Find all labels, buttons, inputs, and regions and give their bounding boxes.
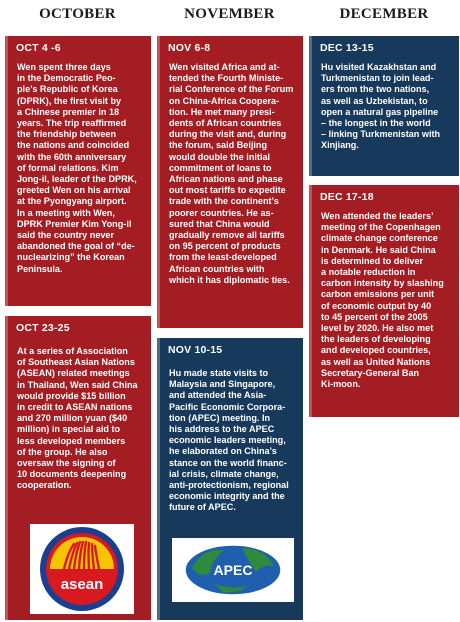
event-text: Hu visited Kazakhstan and Turkmenistan to join lead- ers from the two nations, as well as Uzbekistan, to open a natural gas pipeline – the longest in the world – linking Turkmenistan with Xinjiang. [321, 62, 441, 151]
event-text: Wen visited Africa and at- tended the Fourth Ministe- rial Conference of the Forum on China-Africa Coopera- tion. He met many presi- dents of African countries during the visit and, during the forum, said Beijing would double the initial commitment of loans to African nations and phase out most tariffs to expedite trade with the continent’s poorer countries. He as- sured that China would gradually remove all tariffs on 95 percent of products from the least-developed African countries with which it has diplomatic ties. [169, 62, 294, 285]
event-date: OCT 23-25 [16, 322, 70, 334]
apec-logo [172, 538, 294, 602]
month-header-october: OCTOBER [39, 6, 116, 22]
asean-logo-text: asean [60, 576, 104, 593]
event-text: Hu made state visits to Malaysia and Singapore, and attended the Asia- Pacific Economic Corpora- tion (APEC) meeting. In his address to the APEC economic leaders meeting, he elaborated on China’s stance on the world financ- ial crisis, climate change, anti-protectionism, regional economic integrity and the future of APEC. [169, 368, 289, 513]
event-text: Wen spent three days in the Democratic Peo- ple’s Republic of Korea (DPRK), the first visit by a Chinese premier in 18 years. The trip reaffirmed the friendship between the nations and coincided with the 60th anniversary of formal relations. Kim Jong-il, leader of the DPRK, greeted Wen on his arrival at the Pyongyang airport. In a meeting with Wen, DPRK Premier Kim Yong-il said the country never abandoned the goal of “de- nuclearizing” the Korean Peninsula. [17, 62, 137, 274]
event-card-nov-6-8 [157, 36, 303, 328]
event-date: NOV 10-15 [168, 344, 223, 356]
event-card-oct-23-25 [5, 316, 151, 620]
apec-logo-text: APEC [213, 562, 253, 578]
apec-emblem-icon [172, 538, 294, 602]
asean-logo [30, 524, 134, 614]
asean-emblem-icon [30, 524, 134, 614]
event-date: NOV 6-8 [168, 42, 211, 54]
event-date: OCT 4 -6 [16, 42, 61, 54]
month-header-december: DECEMBER [339, 6, 429, 22]
event-date: DEC 17-18 [320, 191, 374, 203]
month-header-november: NOVEMBER [184, 6, 275, 22]
event-text: Wen attended the leaders’ meeting of the Copenhagen climate change conference in Denmark. He said China is determined to deliver a notable reduction in carbon intensity by slashing carbon emissions per unit of economic output by 40 to 45 percent of the 2005 level by 2020. He also met the leaders of developing and developed countries, as well as United Nations Secretary-General Ban Ki-moon. [321, 211, 444, 390]
event-card-dec-13-15 [309, 36, 459, 176]
event-text: At a series of Association of Southeast Asian Nations (ASEAN) related meetings in Thailand, Wen said China would provide $15 billion in credit to ASEAN nations and 270 million yuan ($40 million) in special aid to less developed members of the group. He also oversaw the signing of 10 documents deepening cooperation. [17, 346, 138, 491]
event-card-nov-10-15 [157, 338, 303, 620]
event-card-dec-17-18 [309, 185, 459, 417]
event-card-oct-4-6 [5, 36, 151, 306]
event-date: DEC 13-15 [320, 42, 374, 54]
